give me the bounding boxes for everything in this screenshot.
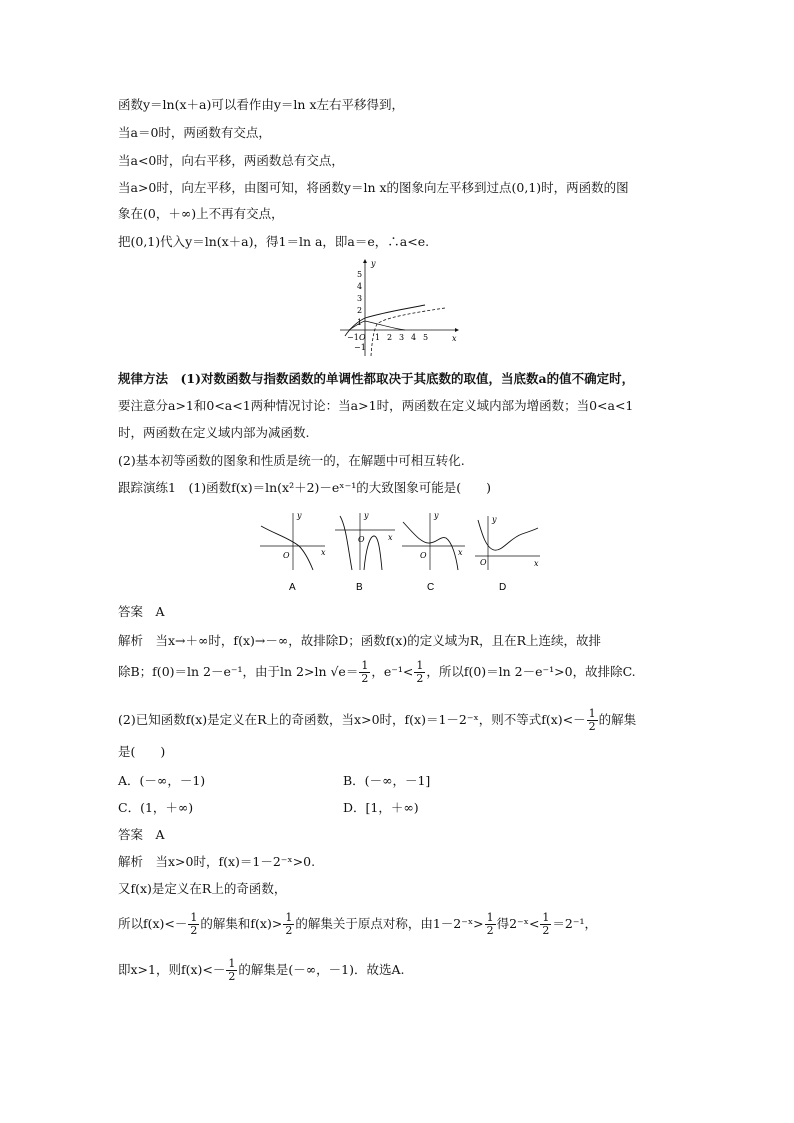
text-line: 是( ): [118, 744, 166, 759]
fraction-half: $\frac{1}{2}$: [416, 659, 424, 685]
graph-d: [475, 515, 540, 570]
y-label: y: [371, 259, 376, 268]
y-tick-label: 1: [357, 318, 363, 327]
text-line: 时，两函数在定义域内部为减函数.: [118, 425, 310, 440]
text-line: 当a>0时，向左平移，由图可知，将函数y＝ln x的图象向左平移到过点(0,1)时，两函数的图: [118, 180, 629, 195]
fraction-half: $\frac{1}{2}$: [542, 911, 550, 937]
text-line: 解析 当x>0时，f(x)＝1－2⁻ˣ>0.: [118, 854, 316, 869]
analysis-line: 即x>1，则f(x)<－ $\frac{1}{2}$ 的解集是(－∞，－1)．故选A.: [118, 957, 405, 983]
x-label: x: [452, 334, 457, 343]
ln-x-curve: [371, 308, 445, 356]
caption-a: A: [289, 582, 296, 593]
x-tick-label: 5: [423, 333, 429, 342]
question-part: (2)已知函数f(x)是定义在R上的奇函数，当x>0时，f(x)＝1－2⁻ˣ，则不等式f(x)<－: [118, 712, 586, 727]
analysis-line: 所以f(x)<－ $\frac{1}{2}$ 的解集和f(x)> $\frac{1}{2}$ 的解集关于原点对称，由1－2⁻ˣ> $\frac{1}{2}$ 得2⁻ˣ< $\frac{1}{2}$ ＝2⁻¹，: [118, 911, 597, 937]
text-line: 当a<0时，向右平移，两函数总有交点，: [118, 153, 344, 168]
text-line: (2)基本初等函数的图象和性质是统一的，在解题中可相互转化.: [118, 453, 465, 468]
text-line: 把(0,1)代入y＝ln(x＋a)，得1＝ln a，即a＝e，∴a<e.: [118, 234, 430, 249]
option-a: A．(－∞，－1): [118, 773, 206, 788]
question-part: 的解集: [598, 712, 637, 727]
origin-label: O: [359, 333, 366, 342]
option-b: B．(－∞，－1]: [343, 773, 431, 788]
option-d: D．[1，＋∞): [343, 800, 419, 815]
x-tick-label: 2: [387, 333, 393, 342]
analysis-part: ，所以f(0)＝ln 2－e⁻¹>0，故排除C.: [426, 664, 636, 679]
fraction-half: $\frac{1}{2}$: [228, 957, 236, 983]
answer-label: 答案 A: [118, 604, 165, 619]
svg-text:O: O: [283, 551, 290, 560]
svg-text:x: x: [388, 533, 393, 542]
svg-text:y: y: [297, 511, 302, 520]
analysis-line: [118, 660, 636, 685]
text-line: 象在(0，＋∞)上不再有交点，: [118, 206, 284, 221]
svg-text:O: O: [480, 558, 487, 567]
svg-text:y: y: [434, 511, 439, 520]
fraction-half: $\frac{1}{2}$: [190, 911, 198, 937]
svg-text:y: y: [364, 511, 369, 520]
graph-c: [402, 511, 465, 570]
text-line: 又f(x)是定义在R上的奇函数，: [118, 881, 287, 896]
y-tick-label: −1: [354, 343, 366, 352]
svg-text:y: y: [492, 515, 497, 524]
text-line: 当a＝0时，两函数有交点，: [118, 125, 271, 140]
y-tick-label: 4: [357, 282, 363, 291]
svg-text:x: x: [534, 559, 539, 568]
log-shift-graph: [335, 258, 460, 358]
x-tick-label: 3: [399, 333, 405, 342]
x-tick-label: 4: [411, 333, 417, 342]
text-line: 解析 当x→＋∞时，f(x)→－∞，故排除D；函数f(x)的定义域为R，且在R上连续，故排: [118, 633, 602, 648]
text-line: 要注意分a>1和0<a<1两种情况讨论：当a>1时，两函数在定义域内部为增函数；当0<a<1: [118, 398, 634, 413]
x-tick-label: −1: [347, 333, 359, 342]
graph-b: [335, 511, 395, 570]
analysis-part: 除B；f(0)＝ln 2－e⁻¹，由于ln 2>ln √e＝: [118, 664, 359, 679]
svg-text:O: O: [358, 535, 365, 544]
y-tick-label: 3: [357, 294, 363, 303]
graph-a: [260, 511, 326, 570]
analysis-part: ，e⁻¹<: [371, 664, 414, 679]
x-tick-label: 1: [375, 333, 381, 342]
y-tick-label: 5: [357, 270, 363, 279]
svg-text:x: x: [458, 548, 463, 557]
fraction-half: $\frac{1}{2}$: [361, 659, 369, 685]
text-line: 函数y＝ln(x＋a)可以看作由y＝ln x左右平移得到，: [118, 97, 404, 112]
fraction-half: $\frac{1}{2}$: [285, 911, 293, 937]
question-line: [118, 708, 636, 733]
y-tick-label: 2: [357, 306, 363, 315]
choice-graphs: [255, 508, 545, 598]
svg-text:O: O: [420, 551, 427, 560]
answer-label: 答案 A: [118, 827, 165, 842]
method-line: [118, 370, 634, 388]
fraction-half: $\frac{1}{2}$: [486, 911, 494, 937]
exercise-title: 跟踪演练1 (1)函数f(x)＝ln(x²＋2)－eˣ⁻¹的大致图象可能是( ): [118, 480, 491, 495]
fraction-half: $\frac{1}{2}$: [588, 707, 596, 733]
caption-c: C: [427, 582, 435, 593]
caption-b: B: [356, 582, 363, 593]
method-text: 规律方法 (1)对数函数与指数函数的单调性都取决于其底数的取值，当底数a的值不确定时，: [118, 371, 635, 386]
svg-text:x: x: [321, 548, 326, 557]
option-c: C．(1，＋∞): [118, 800, 194, 815]
caption-d: D: [499, 582, 507, 593]
